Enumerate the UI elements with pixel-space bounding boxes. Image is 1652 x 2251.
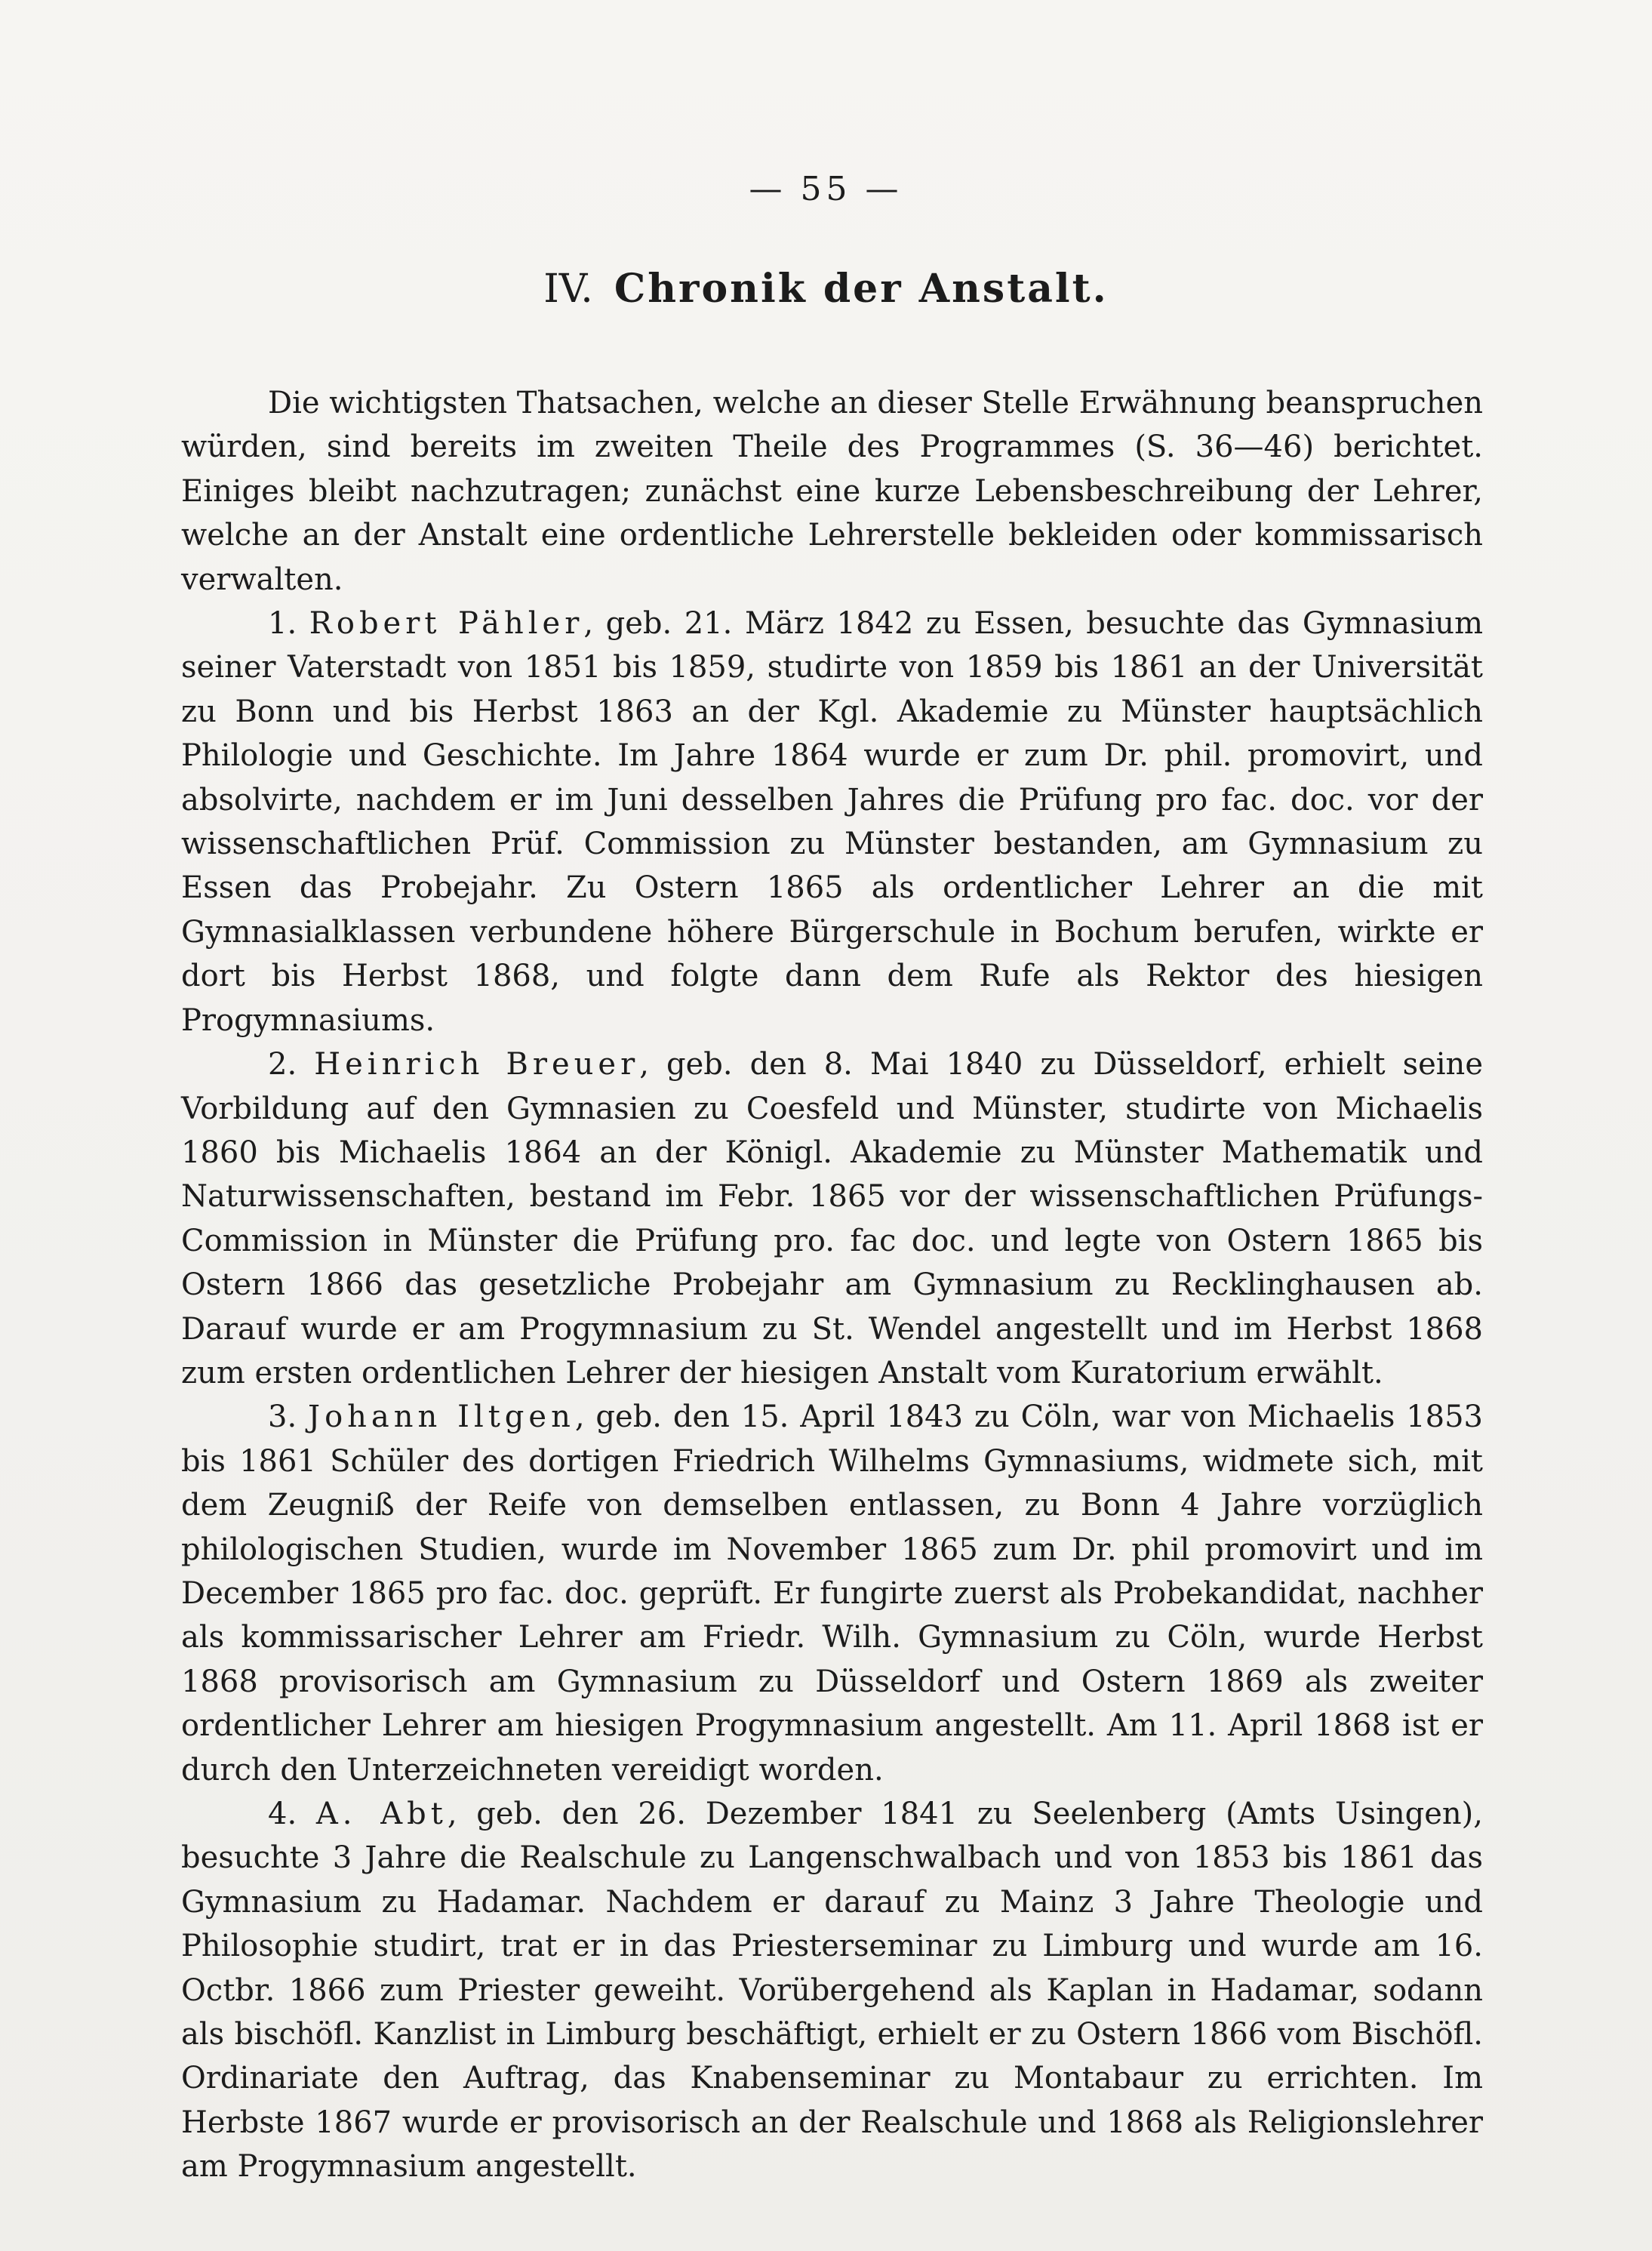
- entry-text-4: , geb. den 26. Dezember 1841 zu Seelenberg (Amts Usingen), besuchte 3 Jahre die Realschule zu Langenschwalbach und von 1853 bis 1861 das Gymnasium zu Hadamar. Nachdem er darauf zu Mainz 3 Jahre Theologie und Philosophie studirt, trat er in das Priesterseminar zu Limburg und wurde am 16. Octbr. 1866 zum Priester geweiht. Vorübergehend als Kaplan in Hadamar, sodann als bischöfl. Kanzlist in Limburg beschäftigt, erhielt er zu Ostern 1866 vom Bischöfl. Ordinariate den Auftrag, das Knabenseminar zu Montabaur zu errichten. Im Herbste 1867 wurde er provisorisch an der Realschule und 1868 als Religionslehrer am Progymnasium angestellt.: [181, 1797, 1484, 2185]
- section-heading-roman: IV.: [543, 266, 593, 312]
- entry-name-4: A. Abt: [315, 1797, 448, 1831]
- section-heading: [0, 266, 1652, 312]
- entry-name-1: Robert Pähler: [309, 606, 584, 642]
- body-text: [181, 381, 1483, 2189]
- entry-paragraph-2: [181, 1042, 1483, 1395]
- page-number-dash-right: —: [865, 170, 903, 208]
- page-number-dash-left: —: [749, 170, 787, 208]
- entry-name-2: Heinrich Breuer: [314, 1047, 640, 1082]
- entry-paragraph-1: [181, 602, 1483, 1042]
- entry-paragraph-3: [181, 1395, 1483, 1792]
- intro-paragraph: Die wichtigsten Thatsachen, welche an dieser Stelle Erwähnung beanspruchen würden, sind bereits im zweiten Theile des Programmes (S. 36—46) berichtet. Einiges bleibt nachzutragen; zunächst eine kurze Lebensbeschreibung der Lehrer, welche an der Anstalt eine ordentliche Lehrerstelle bekleiden oder kommissarisch verwalten.: [181, 386, 1483, 597]
- entry-text-3: , geb. den 15. April 1843 zu Cöln, war von Michaelis 1853 bis 1861 Schüler des dortigen Friedrich Wilhelms Gymnasiums, widmete sich, mit dem Zeugniß der Reife von demselben entlassen, zu Bonn 4 Jahre vorzüglich philologischen Studien, wurde im November 1865 zum Dr. phil promovirt und im December 1865 pro fac. doc. geprüft. Er fungirte zuerst als Probekandidat, nachher als kommissarischer Lehrer am Friedr. Wilh. Gymnasium zu Cöln, wurde Herbst 1868 provisorisch am Gymnasium zu Düsseldorf und Ostern 1869 als zweiter ordentlicher Lehrer am hiesigen Progymnasium angestellt. Am 11. April 1868 ist er durch den Unterzeichneten vereidigt worden.: [181, 1400, 1483, 1788]
- page-number-value: 55: [800, 170, 852, 208]
- entry-text-1: , geb. 21. März 1842 zu Essen, besuchte das Gymnasium seiner Vaterstadt von 1851 bis 1859, studirte von 1859 bis 1861 an der Universität zu Bonn und bis Herbst 1863 an der Kgl. Akademie zu Münster hauptsächlich Philologie und Geschichte. Im Jahre 1864 wurde er zum Dr. phil. promovirt, und absolvirte, nachdem er im Juni desselben Jahres die Prüfung pro fac. doc. vor der wissenschaftlichen Prüf. Commission zu Münster bestanden, am Gymnasium zu Essen das Probejahr. Zu Ostern 1865 als ordentlicher Lehrer an die mit Gymnasialklassen verbundene höhere Bürgerschule in Bochum berufen, wirkte er dort bis Herbst 1868, und folgte dann dem Rufe als Rektor des hiesigen Progymnasiums.: [181, 606, 1483, 1038]
- page-number: [0, 170, 1652, 208]
- entry-number-4: 4.: [268, 1797, 297, 1831]
- entry-paragraph-4: [181, 1792, 1483, 2189]
- entry-number-1: 1.: [268, 606, 297, 642]
- entry-name-3: Johann Iltgen: [308, 1400, 575, 1435]
- entry-number-3: 3.: [268, 1400, 297, 1435]
- entry-text-2: , geb. den 8. Mai 1840 zu Düsseldorf, erhielt seine Vorbildung auf den Gymnasien zu Coesfeld und Münster, studirte von Michaelis 1860 bis Michaelis 1864 an der Königl. Akademie zu Münster Mathematik und Naturwissenschaften, bestand im Febr. 1865 vor der wissenschaftlichen Prüfungs-Commission in Münster die Prüfung pro. fac doc. und legte von Ostern 1865 bis Ostern 1866 das gesetzliche Probejahr am Gymnasium zu Recklinghausen ab. Darauf wurde er am Progymnasium zu St. Wendel angestellt und im Herbst 1868 zum ersten ordentlichen Lehrer der hiesigen Anstalt vom Kuratorium erwählt.: [181, 1047, 1483, 1390]
- entry-number-2: 2.: [268, 1047, 297, 1082]
- section-heading-title: Chronik der Anstalt.: [614, 266, 1109, 312]
